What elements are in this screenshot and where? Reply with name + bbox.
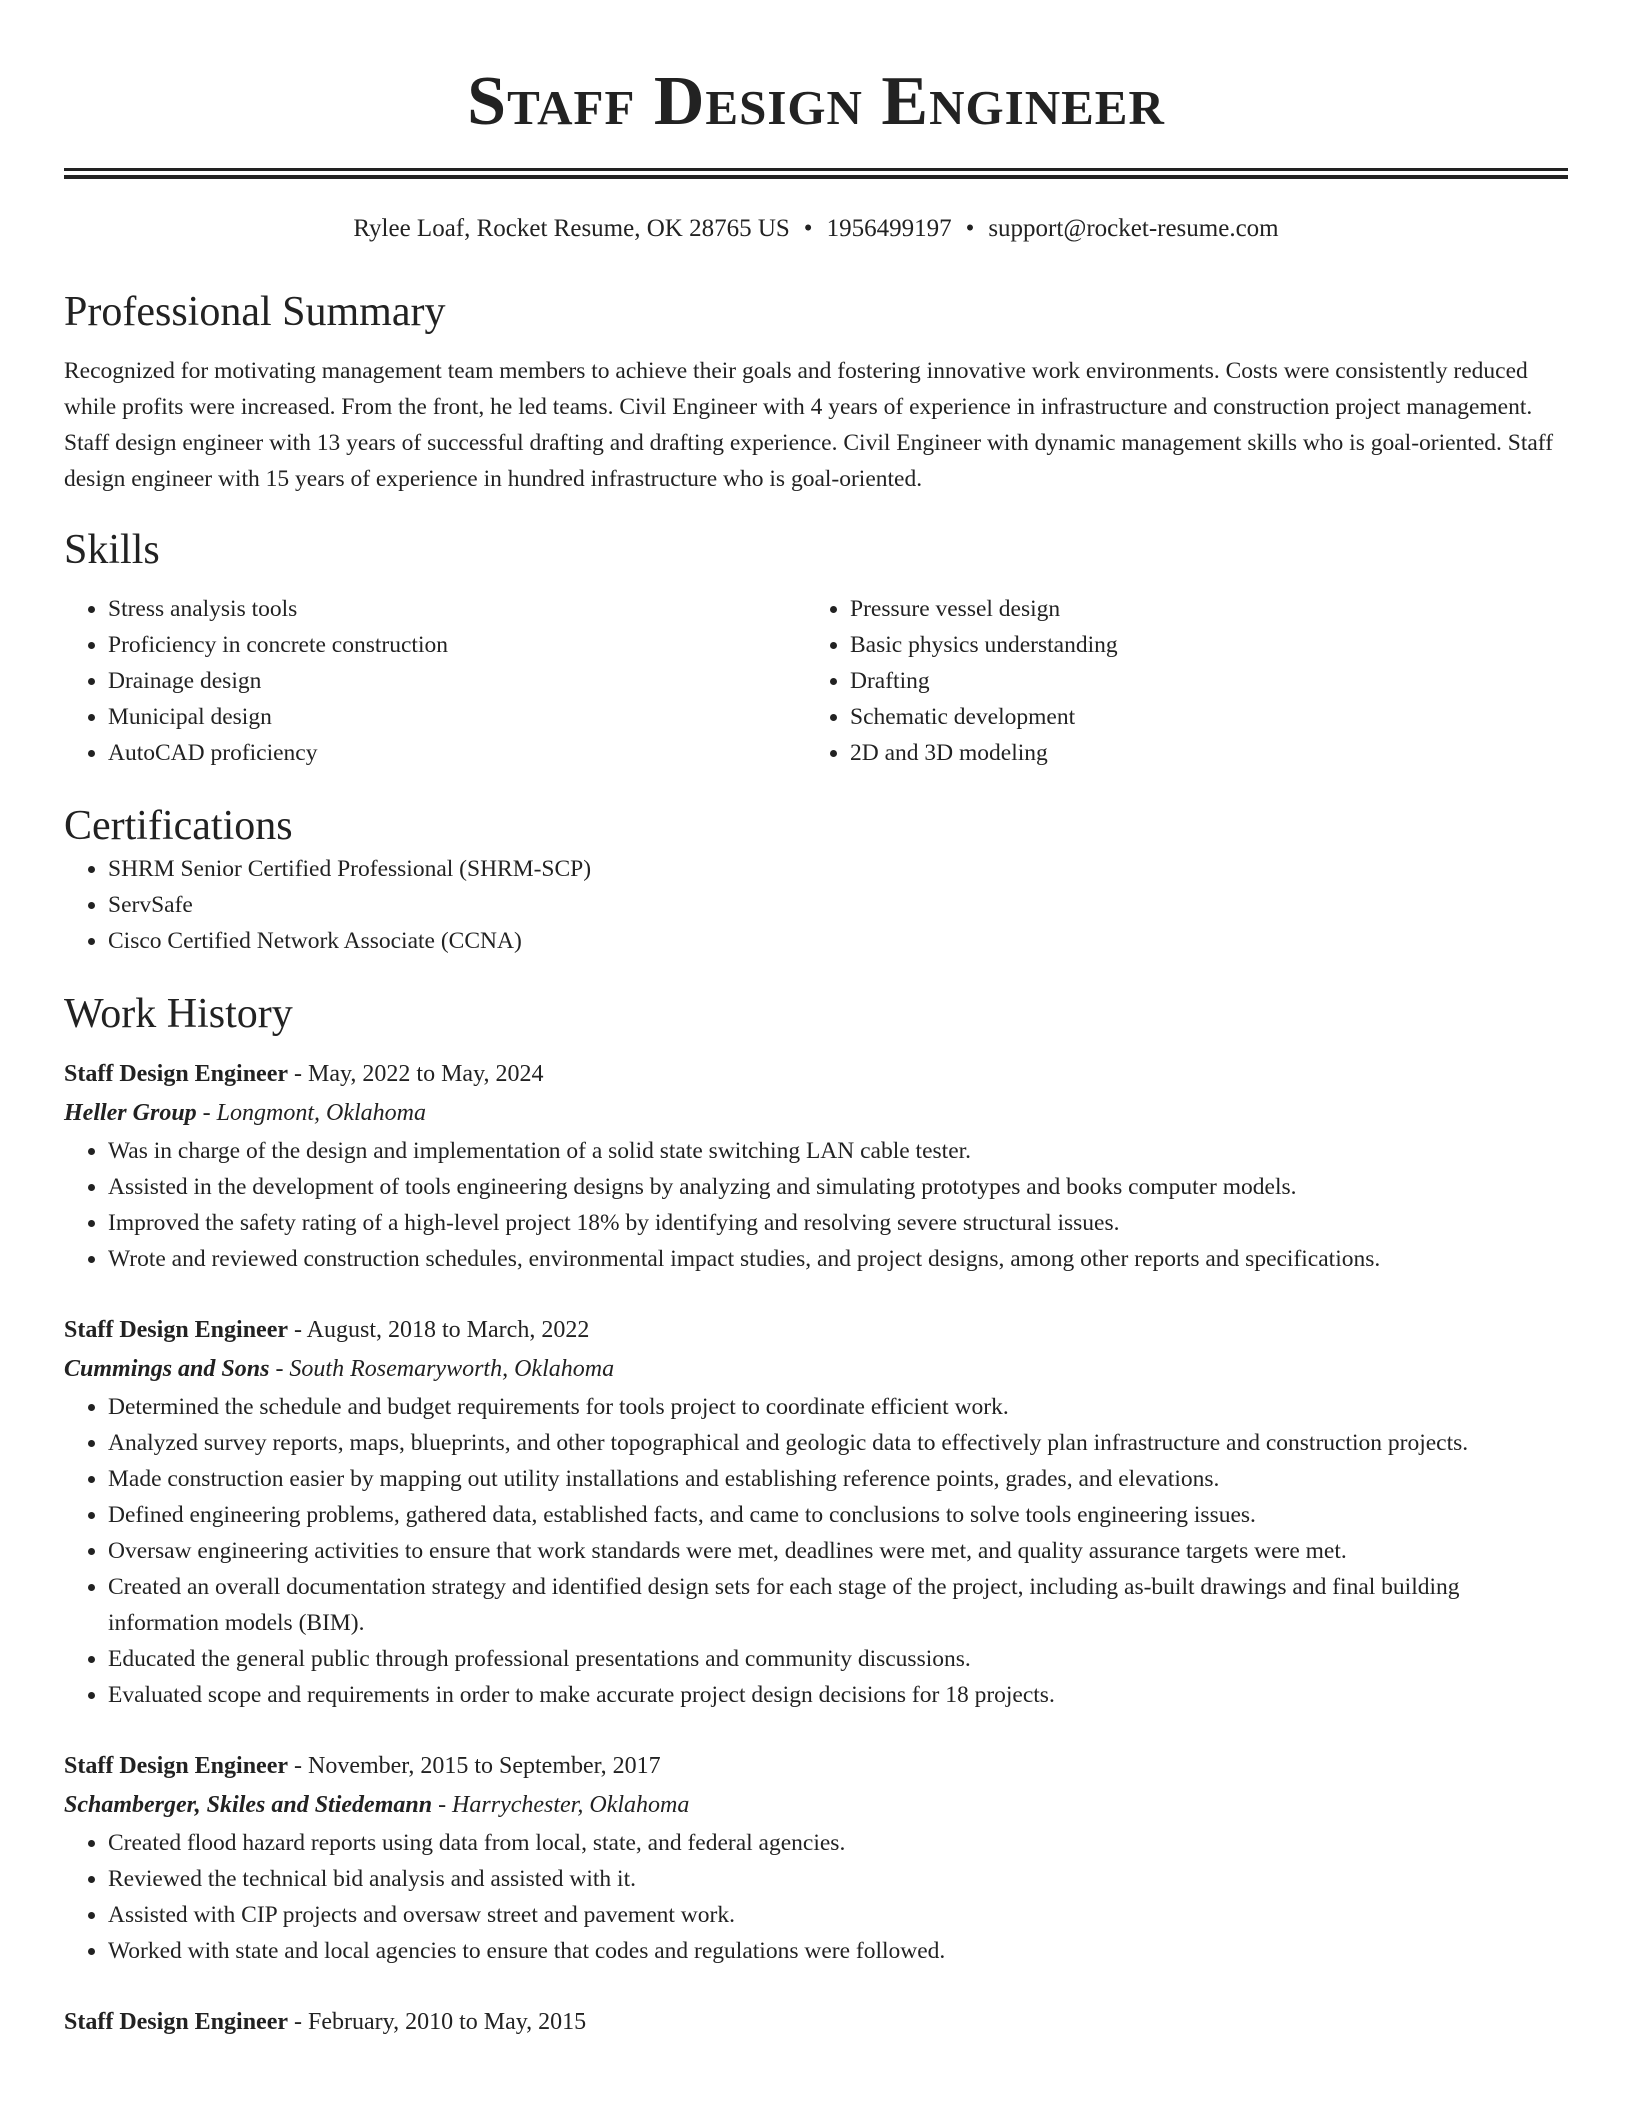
- skills-section: [64, 525, 1568, 771]
- certifications-heading: Certifications: [64, 803, 293, 849]
- skills-heading: Skills: [64, 527, 160, 573]
- job-entry: [64, 1311, 1568, 1713]
- job-dates: - May, 2022 to May, 2024: [288, 1061, 544, 1087]
- work-history-heading: Work History: [64, 991, 293, 1037]
- job-duty: • Evaluated scope and requirements in order to make accurate project design decisions for 18 projects.: [108, 1677, 1568, 1713]
- contact-line: [64, 213, 1568, 245]
- job-company: Heller Group: [64, 1100, 197, 1126]
- contact-separator: •: [803, 215, 813, 242]
- job-duty: • Made construction easier by mapping out utility installations and establishing reference points, grades, and elevations.: [108, 1461, 1568, 1497]
- certification-item: • SHRM Senior Certified Professional (SHRM-SCP): [108, 851, 1568, 887]
- job-entry: [64, 1747, 1568, 1969]
- skill-item: • Proficiency in concrete construction: [108, 627, 806, 663]
- job-company: Schamberger, Skiles and Stiedemann: [64, 1792, 433, 1818]
- job-duty: • Assisted with CIP projects and oversaw street and pavement work.: [108, 1897, 1568, 1933]
- job-duty: • Analyzed survey reports, maps, blueprints, and other topographical and geologic data to effectively plan infrastructure and construction projects.: [108, 1425, 1568, 1461]
- job-location: - South Rosemaryworth, Oklahoma: [269, 1356, 615, 1382]
- skills-list-right: [806, 591, 1548, 771]
- job-company-line: [64, 1349, 1568, 1389]
- job-duty: • Assisted in the development of tools engineering designs by analyzing and simulating prototypes and books computer models.: [108, 1169, 1568, 1205]
- job-title: Staff Design Engineer: [64, 1753, 288, 1779]
- job-company-line: [64, 1785, 1568, 1825]
- job-dates: - February, 2010 to May, 2015: [288, 2009, 587, 2035]
- contact-phone: 1956499197: [826, 215, 952, 242]
- job-title-line: [64, 1055, 1568, 1093]
- skill-item: • Stress analysis tools: [108, 591, 806, 627]
- job-duties-list: [64, 1133, 1568, 1277]
- job-title: Staff Design Engineer: [64, 1317, 288, 1343]
- job-dates: - August, 2018 to March, 2022: [288, 1317, 590, 1343]
- skills-column-left: [64, 591, 806, 771]
- skills-list-left: [64, 591, 806, 771]
- job-location: - Longmont, Oklahoma: [196, 1100, 426, 1126]
- contact-email: support@rocket-resume.com: [988, 215, 1279, 242]
- contact-address: Rylee Loaf, Rocket Resume, OK 28765 US: [353, 215, 790, 242]
- job-duty: • Reviewed the technical bid analysis and assisted with it.: [108, 1861, 1568, 1897]
- job-duty: • Determined the schedule and budget requirements for tools project to coordinate efficient work.: [108, 1389, 1568, 1425]
- skills-grid: [64, 591, 1568, 771]
- skill-item: • 2D and 3D modeling: [850, 735, 1548, 771]
- job-company-line: [64, 1093, 1568, 1133]
- skill-item: • Basic physics understanding: [850, 627, 1548, 663]
- certifications-list: [64, 851, 1568, 959]
- job-title: Staff Design Engineer: [64, 1061, 288, 1087]
- job-entry: [64, 2003, 1568, 2041]
- job-duties-list: [64, 1389, 1568, 1713]
- title-divider: [64, 168, 1568, 179]
- job-duty: • Worked with state and local agencies to ensure that codes and regulations were followed.: [108, 1933, 1568, 1969]
- skills-column-right: [806, 591, 1548, 771]
- certification-item: • ServSafe: [108, 887, 1568, 923]
- job-duty: • Improved the safety rating of a high-level project 18% by identifying and resolving severe structural issues.: [108, 1205, 1568, 1241]
- contact-separator: •: [965, 215, 975, 242]
- job-title-line: [64, 2003, 1568, 2041]
- job-duty: • Oversaw engineering activities to ensure that work standards were met, deadlines were met, and quality assurance targets were met.: [108, 1533, 1568, 1569]
- certification-item: • Cisco Certified Network Associate (CCNA): [108, 923, 1568, 959]
- job-company: Cummings and Sons: [64, 1356, 270, 1382]
- job-duties-list: [64, 1825, 1568, 1969]
- skill-item: • Drafting: [850, 663, 1548, 699]
- job-location: - Harrychester, Oklahoma: [432, 1792, 690, 1818]
- job-title-line: [64, 1747, 1568, 1785]
- resume-title: Staff Design Engineer: [467, 63, 1165, 140]
- job-title: Staff Design Engineer: [64, 2009, 288, 2035]
- job-duty: • Created an overall documentation strategy and identified design sets for each stage of the project, including as-built drawings and final building information models (BIM).: [108, 1569, 1568, 1641]
- job-duty: • Was in charge of the design and implementation of a solid state switching LAN cable tester.: [108, 1133, 1568, 1169]
- summary-section: [64, 287, 1568, 497]
- job-duty: • Created flood hazard reports using data from local, state, and federal agencies.: [108, 1825, 1568, 1861]
- job-entry: [64, 1055, 1568, 1277]
- job-dates: - November, 2015 to September, 2017: [288, 1753, 661, 1779]
- skill-item: • Municipal design: [108, 699, 806, 735]
- work-history-section: [64, 989, 1568, 2041]
- skill-item: • Pressure vessel design: [850, 591, 1548, 627]
- skill-item: • Drainage design: [108, 663, 806, 699]
- summary-heading: Professional Summary: [64, 289, 446, 335]
- job-title-line: [64, 1311, 1568, 1349]
- skill-item: • AutoCAD proficiency: [108, 735, 806, 771]
- job-duty: • Defined engineering problems, gathered data, established facts, and came to conclusions to solve tools engineering issues.: [108, 1497, 1568, 1533]
- job-duty: • Wrote and reviewed construction schedules, environmental impact studies, and project designs, among other reports and specifications.: [108, 1241, 1568, 1277]
- summary-text: Recognized for motivating management team members to achieve their goals and fostering innovative work environments. Costs were consistently reduced while profits were increased. From the front, he led teams. Civil Engineer with 4 years of experience in infrastructure and construction project management. Staff design engineer with 13 years of successful drafting and drafting experience. Civil Engineer with dynamic management skills who is goal-oriented. Staff design engineer with 15 years of experience in hundred infrastructure who is goal-oriented.: [64, 358, 1554, 492]
- job-duty: • Educated the general public through professional presentations and community discussions.: [108, 1641, 1568, 1677]
- certifications-section: [64, 801, 1568, 959]
- skill-item: • Schematic development: [850, 699, 1548, 735]
